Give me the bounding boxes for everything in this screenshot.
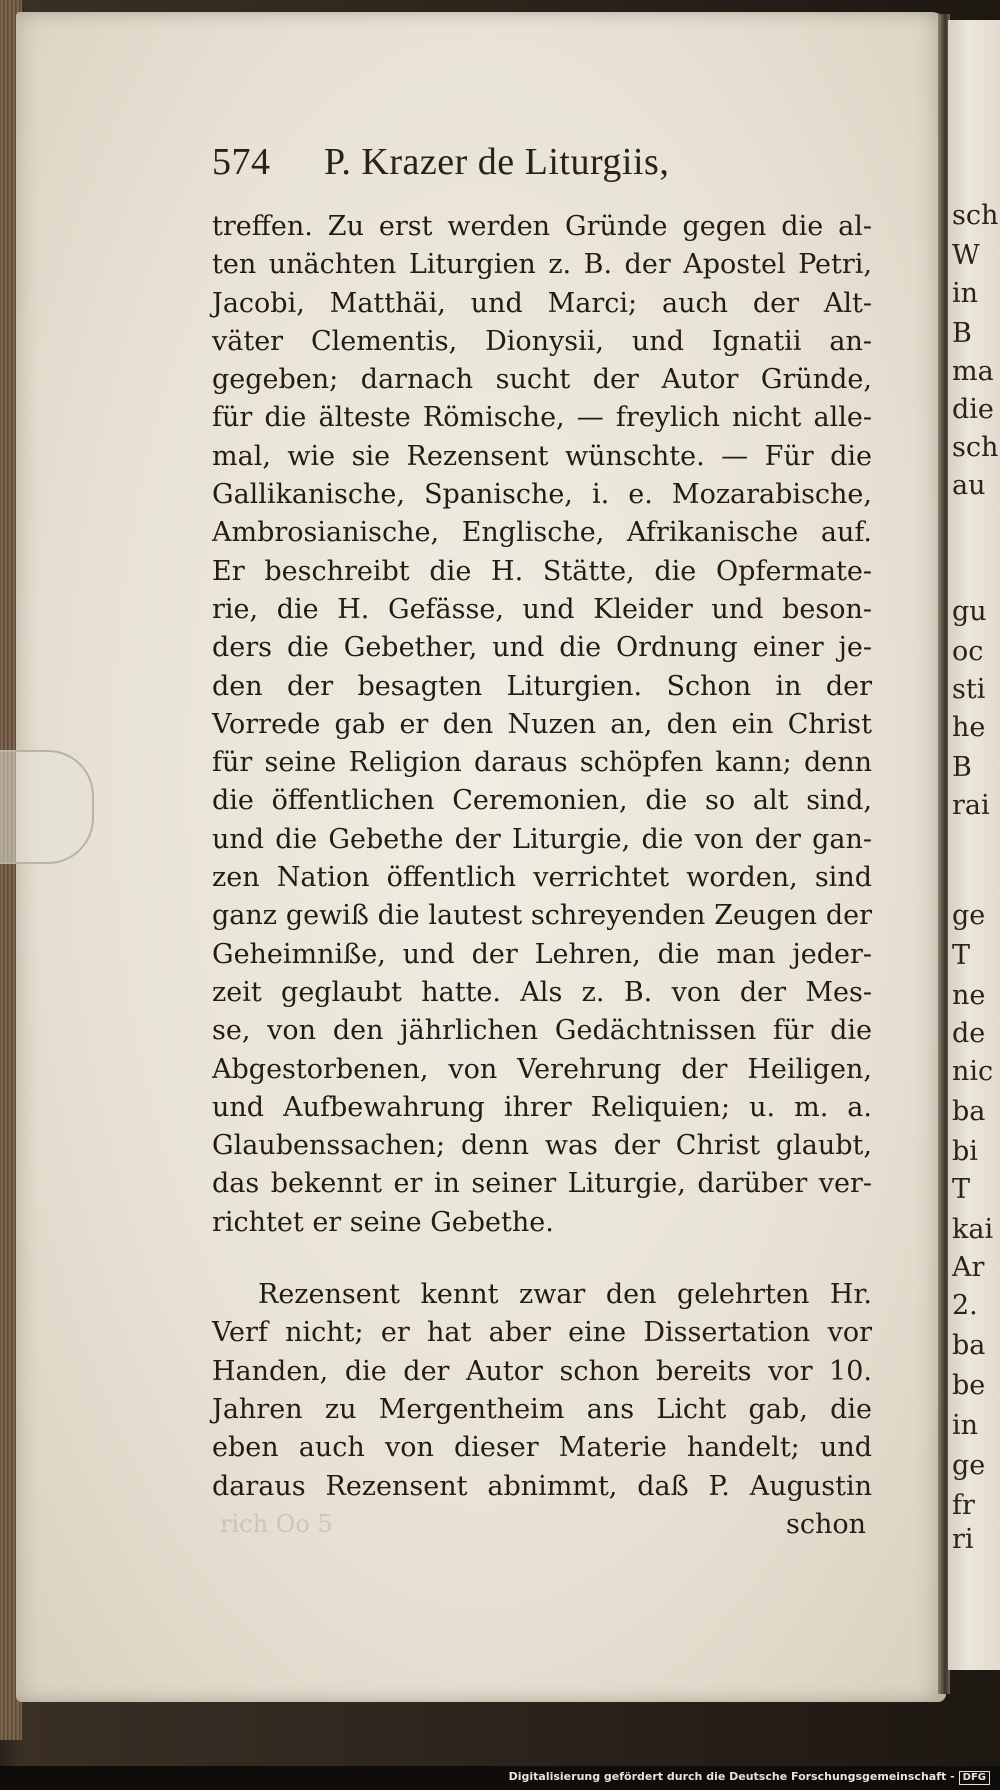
text-line: se, von den jährlichen Gedächtnissen für die <box>212 1015 872 1047</box>
facing-page-fragment: ba <box>952 1096 986 1127</box>
facing-page-fragment: fr <box>952 1490 975 1521</box>
text-line: ganz gewiß die lautest schreyenden Zeugen der <box>212 900 872 932</box>
text-line: Verf nicht; er hat aber eine Dissertation vor <box>212 1317 872 1349</box>
text-line: für seine Religion daraus schöpfen kann; denn <box>212 747 872 779</box>
text-line: und die Gebethe der Liturgie, die von der gan- <box>212 823 872 855</box>
facing-page-fragment: sch <box>952 432 999 463</box>
facing-page-fragment: ma <box>952 356 994 387</box>
text-line: zeit geglaubt hatte. Als z. B. von der Mes- <box>212 976 872 1008</box>
text-line: Handen, die der Autor schon bereits vor 10. <box>212 1355 872 1387</box>
text-line: väter Clementis, Dionysii, und Ignatii an- <box>212 325 872 357</box>
facing-page-fragment: oc <box>952 636 984 667</box>
facing-page-fragment: sch <box>952 200 999 231</box>
text-line: ten unächten Liturgien z. B. der Apostel Petri, <box>212 249 872 281</box>
facing-page-fragment: be <box>952 1370 986 1401</box>
text-line: zen Nation öffentlich verrichtet worden, sind <box>212 862 872 894</box>
text-line: und Aufbewahrung ihrer Reliquien; u. m. a. <box>212 1091 872 1123</box>
text-line: rie, die H. Gefässe, und Kleider und beson- <box>212 593 872 625</box>
text-line: Glaubenssachen; denn was der Christ glaubt, <box>212 1130 872 1162</box>
text-line: für die älteste Römische, — freylich nicht alle- <box>212 402 872 434</box>
text-line: richtet er seine Gebethe. <box>212 1206 554 1238</box>
facing-page-fragment: W <box>952 240 980 271</box>
text-line: Jahren zu Mergentheim ans Licht gab, die <box>212 1393 872 1425</box>
text-line: gegeben; darnach sucht der Autor Gründe, <box>212 364 872 396</box>
text-line: ders die Gebether, und die Ordnung einer je- <box>212 632 872 664</box>
text-line: die öffentlichen Ceremonien, die so alt sind, <box>212 785 872 817</box>
facing-page-fragment: rai <box>952 790 990 821</box>
facing-page-fragment: de <box>952 1018 986 1049</box>
text-line: Er beschreibt die H. Stätte, die Opfermate- <box>212 555 872 587</box>
facing-page-fragment: T <box>952 1174 971 1205</box>
facing-page-fragment: in <box>952 1410 979 1441</box>
facing-page-fragment: ge <box>952 1450 986 1481</box>
facing-page-fragment: ge <box>952 900 986 931</box>
facing-page-fragment: bi <box>952 1136 978 1167</box>
catchword: schon <box>785 1508 866 1540</box>
facing-page-fragment: ne <box>952 980 986 1011</box>
text-line: Abgestorbenen, von Verehrung der Heiligen, <box>212 1053 872 1085</box>
text-line: Jacobi, Matthäi, und Marci; auch der Alt- <box>212 287 872 319</box>
facing-page-fragment: kai <box>952 1214 994 1245</box>
dfg-logo: DFG <box>959 1771 990 1785</box>
facing-page-fragment: B <box>952 752 972 783</box>
text-line: Ambrosianische, Englische, Afrikanische auf. <box>212 517 872 549</box>
facing-page-fragment: gu <box>952 596 987 627</box>
paragraph-gap <box>212 1242 872 1276</box>
facing-page-edge <box>948 20 1000 1670</box>
page-clip-tab <box>0 750 94 864</box>
facing-page-fragment: B <box>952 318 972 349</box>
text-line: Geheimniße, und der Lehren, die man jeder- <box>212 938 872 970</box>
text-line: Gallikanische, Spanische, i. e. Mozarabische, <box>212 479 872 511</box>
text-line: das bekennt er in seiner Liturgie, darüber ver- <box>212 1168 872 1200</box>
facing-page-fragment: sti <box>952 674 986 705</box>
text-line: mal, wie sie Rezensent wünschte. — Für die <box>212 440 872 472</box>
page-number: 574 <box>212 141 271 183</box>
text-line: Vorrede gab er den Nuzen an, den ein Christ <box>212 708 872 740</box>
facing-page-fragment: au <box>952 470 986 501</box>
body-text <box>212 208 872 1544</box>
facing-page-fragment: die <box>952 394 994 425</box>
page-header <box>212 140 669 184</box>
text-line: daraus Rezensent abnimmt, daß P. Augustin <box>212 1470 872 1502</box>
facing-page-fragment: ba <box>952 1330 986 1361</box>
text-line: treffen. Zu erst werden Gründe gegen die al- <box>212 211 872 242</box>
facing-page-fragment: T <box>952 940 971 971</box>
facing-page-fragment: Ar <box>952 1252 985 1283</box>
facing-page-fragment: 2. <box>952 1290 978 1321</box>
facing-page-fragment: ri <box>952 1524 974 1555</box>
credit-text: Digitalisierung gefördert durch die Deutsche Forschungsgemeinschaft - <box>508 1770 955 1783</box>
facing-page-fragment: nic <box>952 1056 994 1087</box>
bleed-through-text: rich Oo 5 <box>220 1510 333 1538</box>
running-title: P. Krazer de Liturgiis, <box>324 141 670 183</box>
facing-page-fragment: in <box>952 278 979 309</box>
text-line: eben auch von dieser Materie handelt; und <box>212 1432 872 1464</box>
text-line: den der besagten Liturgien. Schon in der <box>212 670 872 702</box>
text-line: Rezensent kennt zwar den gelehrten Hr. <box>258 1279 872 1311</box>
digitization-credit <box>509 1770 990 1785</box>
facing-page-fragment: he <box>952 712 986 743</box>
